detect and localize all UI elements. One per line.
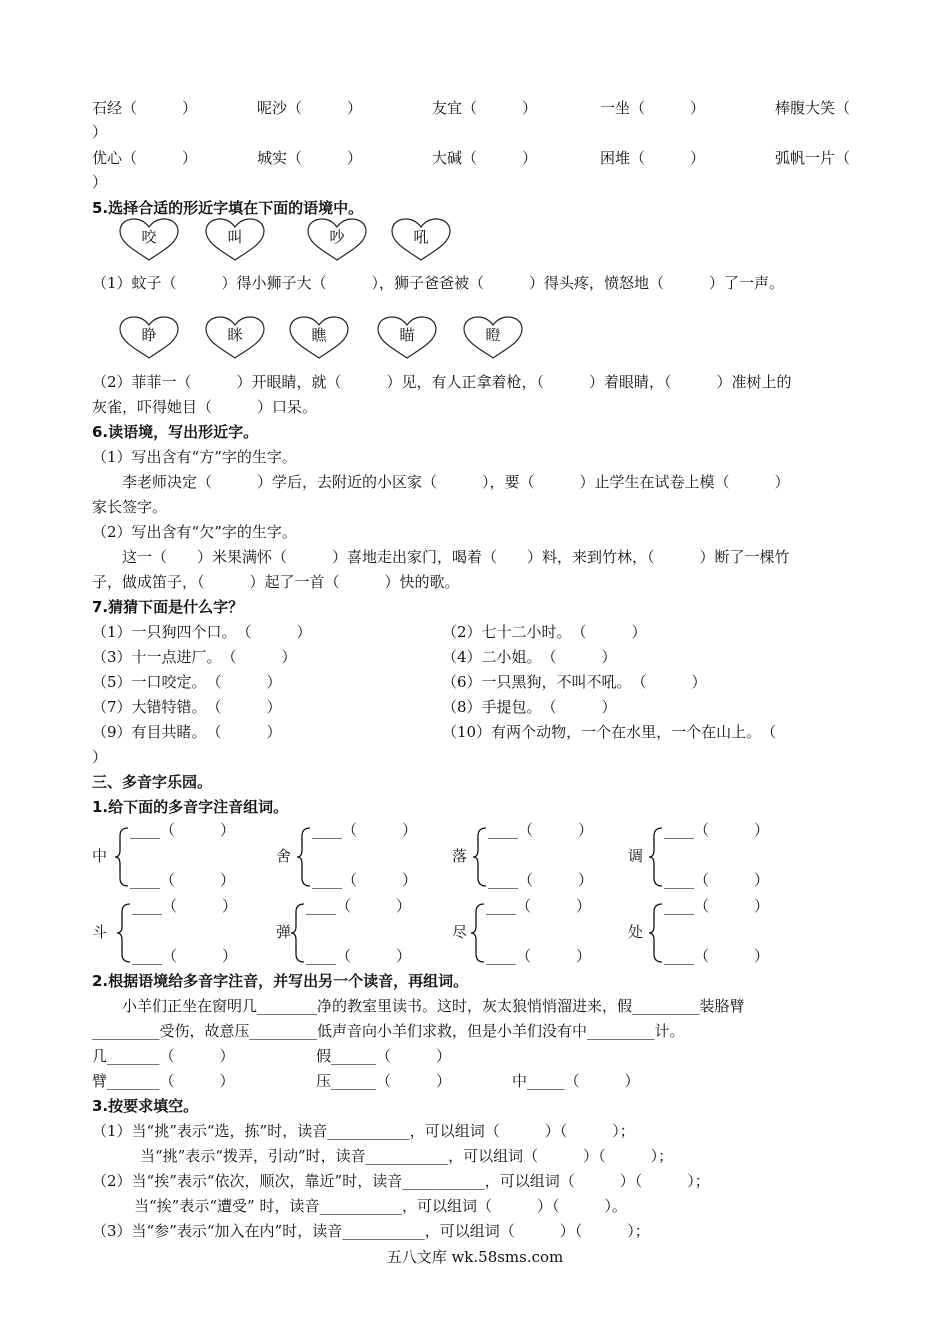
polyphone-char: 落 (452, 847, 468, 865)
q32-answer: 几_______（ ） (92, 1047, 235, 1065)
polyphone-entry: ____（ ） (486, 897, 592, 915)
heart-shape (462, 316, 524, 360)
word-item-tail: ） (92, 173, 108, 191)
q5-sentence-2a: （2）菲菲一（ ）开眼睛，就（ ）见，有人正拿着枪，（ ）着眼睛，（ ）准树上的 (92, 373, 792, 391)
question-3-1-title: 1.给下面的多音字注音组词。 (92, 798, 289, 816)
q6-part-2: （2）写出含有“欠”字的生字。 (92, 523, 297, 541)
riddle-item: （9）有目共睹。 （ ） (92, 723, 282, 741)
word-item: 棒腹大笑（ (775, 99, 851, 117)
polyphone-char: 处 (628, 923, 644, 941)
riddle-item: （1）一只狗四个口。 （ ） (92, 623, 312, 641)
polyphone-entry: ____（ ） (664, 871, 770, 889)
brace-icon (648, 902, 664, 964)
word-item: 优心（ ） (92, 149, 198, 167)
heart-shape (306, 218, 368, 262)
q6-sentence-2a: 这一（ ）米果满怀（ ）喜地走出家门，喝着（ ）料，来到竹林，（ ）断了一棵竹 (122, 548, 790, 566)
polyphone-entry: ____（ ） (312, 871, 418, 889)
riddle-item: （2）七十二小时。 （ ） (442, 623, 647, 641)
q32-paragraph-2: _________受伤，故意压_________低声音向小羊们求救，但是小羊们没有中_________计。 (92, 1022, 685, 1040)
section-3-title: 三、多音字乐园。 (92, 773, 213, 791)
polyphone-entry: ____（ ） (132, 897, 238, 915)
word-item: 一坐（ ） (600, 99, 706, 117)
question-3-3-title: 3.按要求填空。 (92, 1097, 199, 1115)
riddle-item: （4）二小姐。 （ ） (442, 648, 617, 666)
q33-line: 当“挑”表示“拨弄，引动”时，读音___________，可以组词（ ）（ ）； (140, 1147, 674, 1165)
polyphone-char: 中 (92, 847, 108, 865)
q32-paragraph-1: 小羊们正坐在窗明几________净的教室里读书。这时，灰太狼悄悄溜进来，假_________装胳臂 (122, 997, 745, 1015)
heart-char: 睁 (141, 326, 157, 344)
riddle-item: （5）一口咬定。 （ ） (92, 673, 282, 691)
brace-icon (116, 902, 132, 964)
polyphone-entry: ____（ ） (132, 947, 238, 965)
q32-answer: 中_____（ ） (512, 1072, 640, 1090)
q32-answer: 压______（ ） (316, 1072, 452, 1090)
heart-char: 瞄 (399, 326, 415, 344)
brace-icon (114, 826, 130, 888)
q5-sentence-2b: 灰雀，吓得她目（ ）口呆。 (92, 398, 318, 416)
brace-icon (472, 826, 488, 888)
word-item: 呢沙（ ） (257, 99, 363, 117)
heart-shape (204, 218, 266, 262)
q6-part-1: （1）写出含有“方”字的生字。 (92, 448, 297, 466)
q33-line: （1）当“挑”表示“选，拣”时，读音___________，可以组词（ ）（ ）； (92, 1122, 635, 1140)
brace-icon (290, 902, 306, 964)
word-item: 困堆（ ） (600, 149, 706, 167)
heart-shape (390, 218, 452, 262)
heart-shape (288, 316, 350, 360)
polyphone-entry: ____（ ） (664, 821, 770, 839)
brace-icon (648, 826, 664, 888)
polyphone-entry: ____（ ） (664, 897, 770, 915)
q6-sentence-1a: 李老师决定（ ）学后，去附近的小区家（ ），要（ ）止学生在试卷上模（ ） (122, 473, 790, 491)
q33-line: （2）当“挨”表示“依次，顺次，靠近”时，读音___________，可以组词（ ）（ ）； (92, 1172, 710, 1190)
polyphone-entry: ____（ ） (312, 821, 418, 839)
polyphone-entry: ____（ ） (486, 947, 592, 965)
brace-icon (296, 826, 312, 888)
heart-shape (204, 316, 266, 360)
q33-line: （3）当“参”表示“加入在内”时，读音___________，可以组词（ ）（ ）； (92, 1222, 650, 1240)
polyphone-entry: ____（ ） (488, 871, 594, 889)
brace-icon (470, 902, 486, 964)
polyphone-entry: ____（ ） (130, 821, 236, 839)
polyphone-entry: ____（ ） (130, 871, 236, 889)
footer-watermark: 五八文库 wk.58sms.com (386, 1248, 564, 1266)
question-5-title: 5.选择合适的形近字填在下面的语境中。 (92, 199, 364, 217)
heart-char: 瞪 (485, 326, 501, 344)
q6-sentence-2b: 子，做成笛子，（ ）起了一首（ ）快的歌。 (92, 573, 460, 591)
polyphone-char: 斗 (92, 923, 108, 941)
polyphone-entry: ____（ ） (488, 821, 594, 839)
polyphone-char: 舍 (276, 847, 292, 865)
question-7-title: 7.猜猜下面是什么字？ (92, 598, 244, 616)
word-item: 城实（ ） (257, 149, 363, 167)
heart-char: 咬 (141, 228, 157, 246)
riddle-item-tail: ） (92, 748, 108, 766)
riddle-item: （10）有两个动物，一个在水里，一个在山上。 （ (442, 723, 777, 741)
question-6-title: 6.读语境，写出形近字。 (92, 423, 259, 441)
polyphone-char: 弹 (276, 923, 292, 941)
word-item: 石经（ ） (92, 99, 198, 117)
riddle-item: （7）大错特错。 （ ） (92, 698, 282, 716)
word-item: 大碱（ ） (432, 149, 538, 167)
q6-sentence-1b: 家长签字。 (92, 498, 168, 516)
q32-answer: 假______（ ） (316, 1047, 452, 1065)
heart-shape (118, 218, 180, 262)
polyphone-char: 尽 (452, 923, 468, 941)
heart-char: 吼 (413, 228, 429, 246)
heart-char: 眯 (227, 326, 243, 344)
q5-sentence-1: （1）蚊子（ ）得小狮子大（ ），狮子爸爸被（ ）得头疼，愤怒地（ ）了一声。 (92, 274, 785, 292)
word-item-tail: ） (92, 123, 108, 141)
question-3-2-title: 2.根据语境给多音字注音，并写出另一个读音，再组词。 (92, 972, 469, 990)
polyphone-entry: ____（ ） (664, 947, 770, 965)
polyphone-char: 调 (628, 847, 644, 865)
q32-answer: 臂_______（ ） (92, 1072, 235, 1090)
heart-shape (118, 316, 180, 360)
riddle-item: （8）手提包。 （ ） (442, 698, 617, 716)
heart-shape (376, 316, 438, 360)
heart-char: 吵 (329, 228, 345, 246)
polyphone-entry: ____（ ） (306, 947, 412, 965)
q33-line: 当“挨”表示“遭受” 时，读音___________，可以组词（ ）（ ）。 (134, 1197, 627, 1215)
word-item: 弧帆一片（ (775, 149, 851, 167)
riddle-item: （3）十一点进厂。 （ ） (92, 648, 297, 666)
heart-char: 瞧 (311, 326, 327, 344)
word-item: 友宜（ ） (432, 99, 538, 117)
riddle-item: （6）一只黑狗，不叫不吼。 （ ） (442, 673, 707, 691)
polyphone-entry: ____（ ） (306, 897, 412, 915)
heart-char: 叫 (227, 228, 243, 246)
